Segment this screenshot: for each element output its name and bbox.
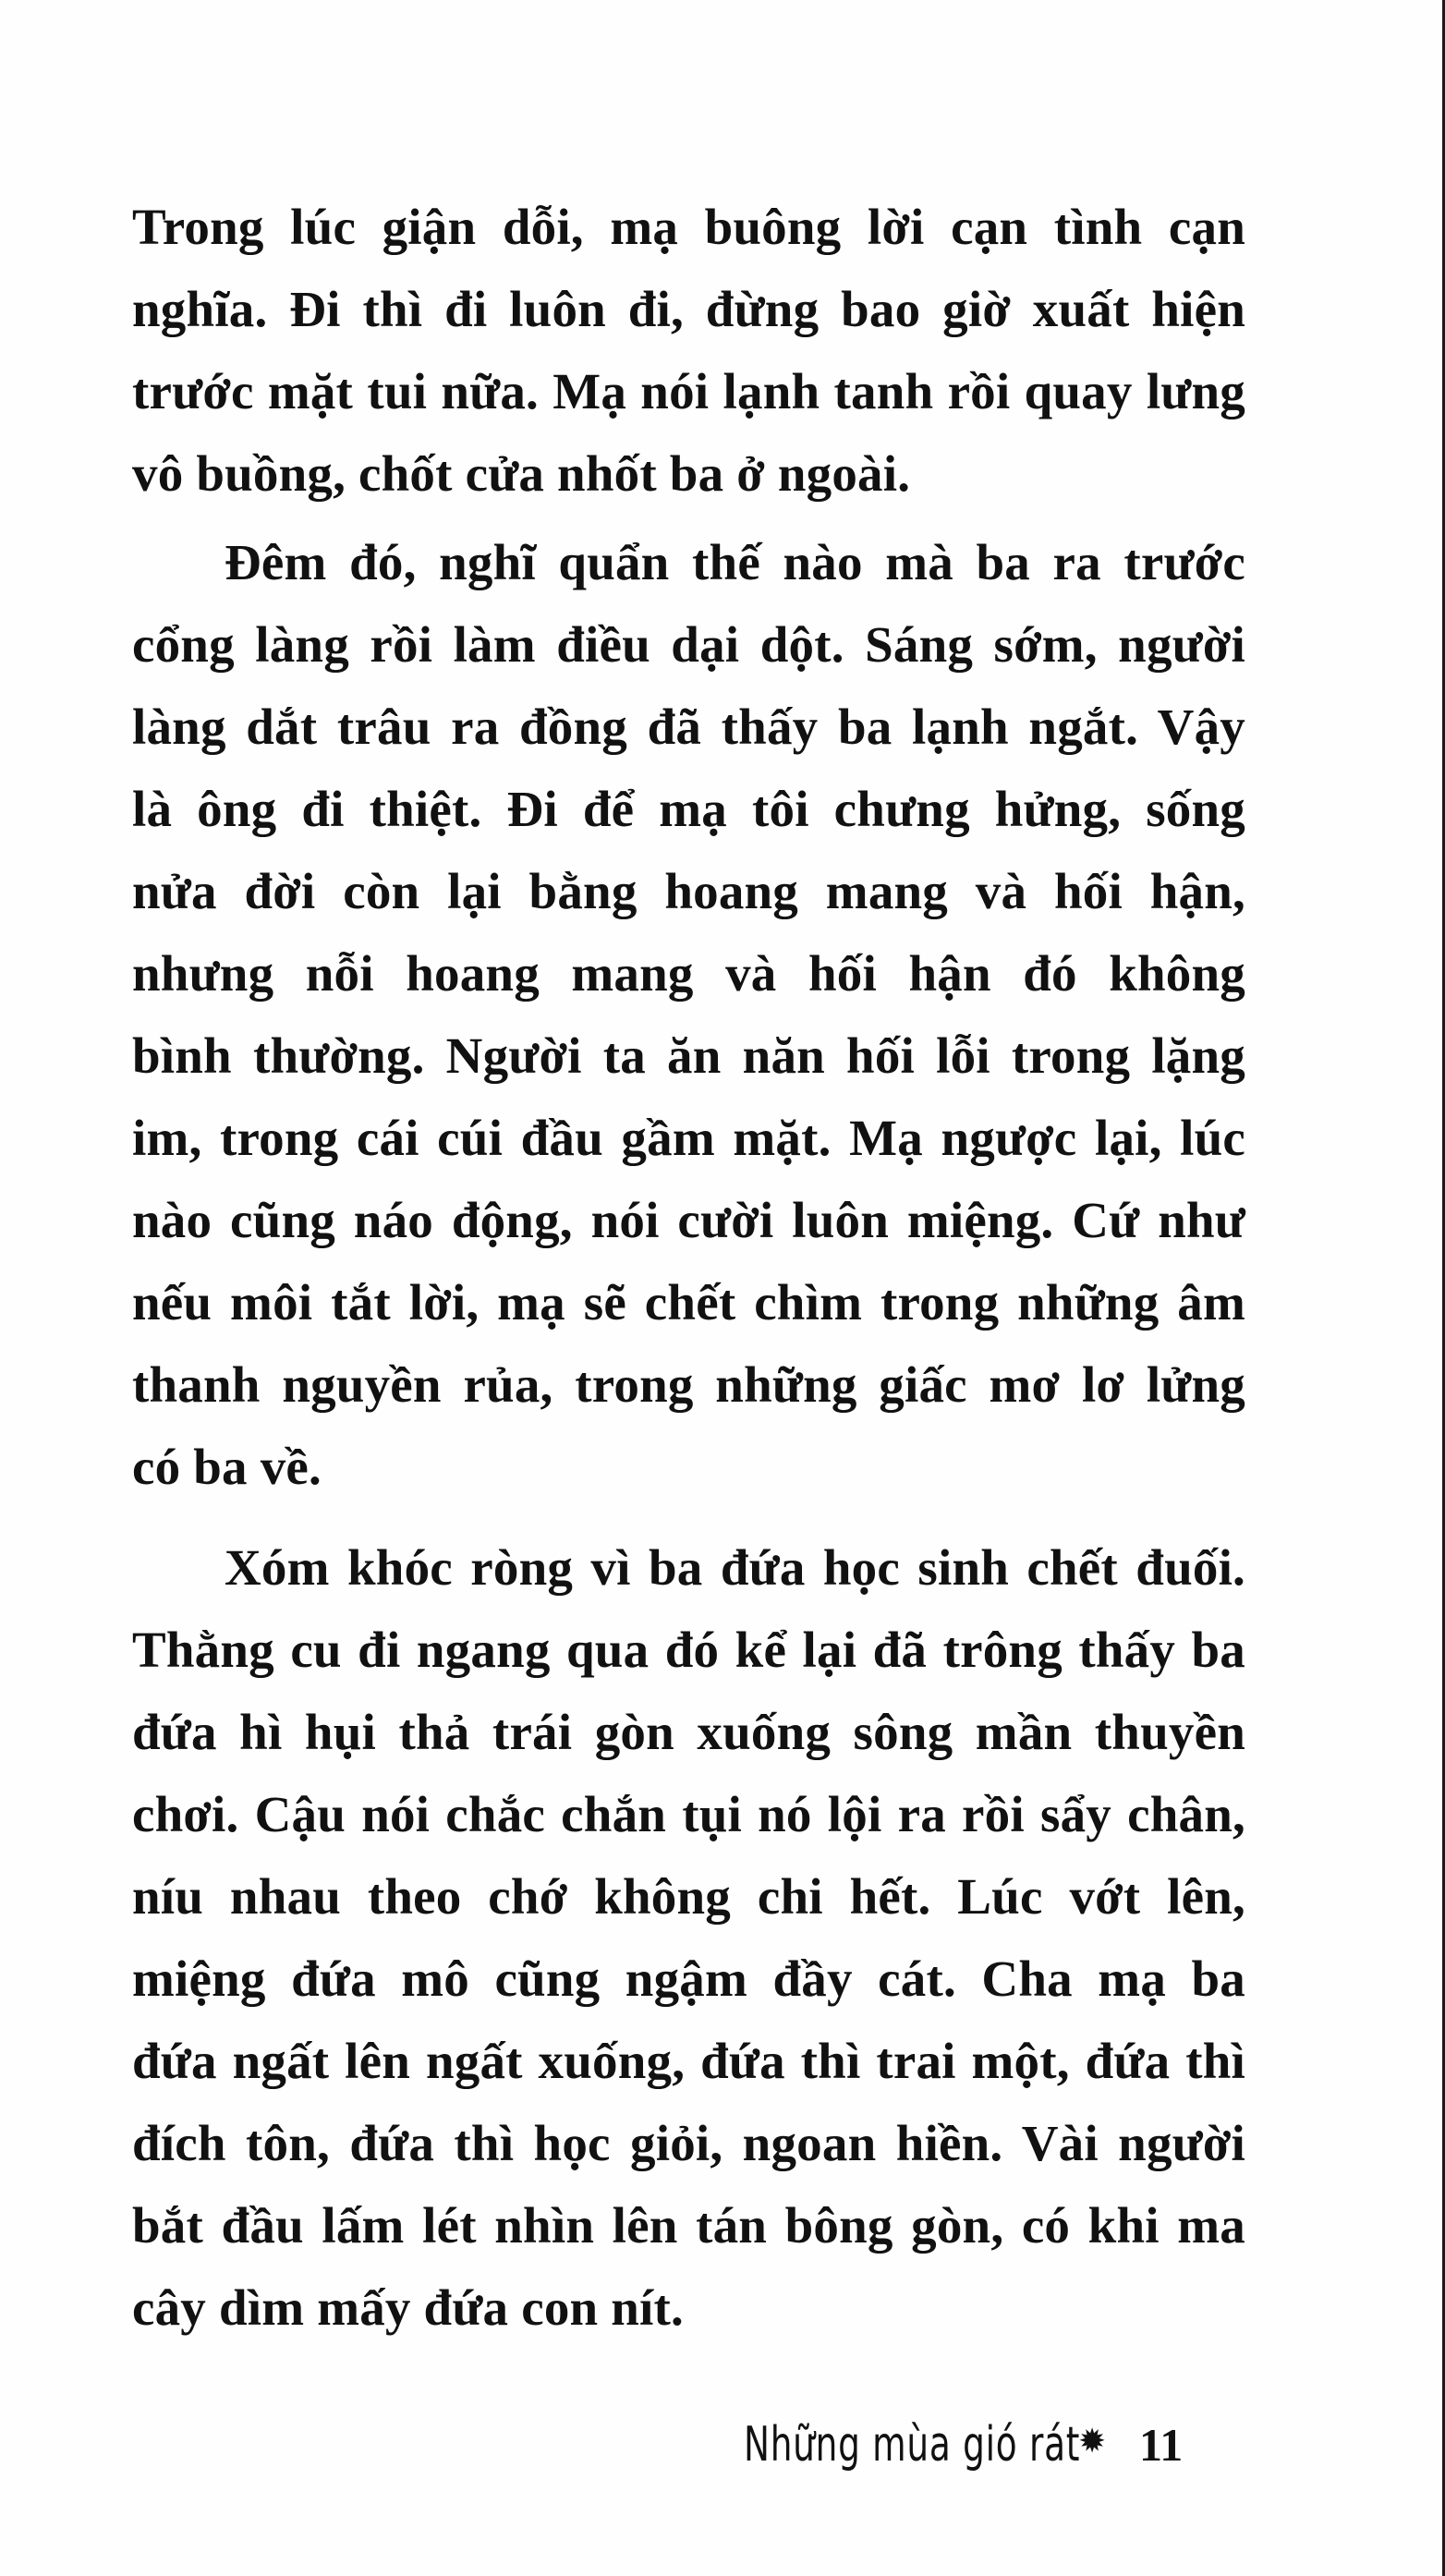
text-line: cổng làng rồi làm điều dại dột. Sáng sớm, người — [132, 616, 1245, 673]
paragraph — [132, 521, 1245, 1508]
running-footer — [744, 2417, 1184, 2482]
text-line: đứa ngất lên ngất xuống, đứa thì trai một, đứa thì — [132, 2033, 1245, 2089]
text-line: miệng đứa mô cũng ngậm đầy cát. Cha mạ ba — [132, 1950, 1245, 2007]
book-title: Những mùa gió rát — [744, 2417, 1081, 2473]
text-line: trước mặt tui nữa. Mạ nói lạnh tanh rồi quay lưng — [132, 363, 1245, 419]
text-line: nhưng nỗi hoang mang và hối hận đó không — [132, 945, 1245, 1002]
page-number: 11 — [1139, 2419, 1184, 2471]
text-line: bình thường. Người ta ăn năn hối lỗi trong lặng — [132, 1027, 1245, 1084]
text-line: níu nhau theo chớ không chi hết. Lúc vớt lên, — [132, 1868, 1245, 1925]
text-line: Đêm đó, nghĩ quẩn thế nào mà ba ra trước — [225, 534, 1245, 590]
text-line: bắt đầu lấm lét nhìn lên tán bông gòn, có khi ma — [132, 2197, 1245, 2254]
paragraph-1 — [132, 186, 1245, 515]
text-line: làng dắt trâu ra đồng đã thấy ba lạnh ngắt. Vậy — [132, 699, 1245, 755]
text-line: Xóm khóc ròng vì ba đứa học sinh chết đuối. — [225, 1539, 1245, 1596]
paragraph — [132, 186, 1245, 515]
text-line: đích tôn, đứa thì học giỏi, ngoan hiền. Vài người — [132, 2115, 1245, 2171]
text-line: là ông đi thiệt. Đi để mạ tôi chưng hửng, sống — [132, 781, 1245, 837]
text-line: có ba về. — [132, 1439, 322, 1495]
text-line: nửa đời còn lại bằng hoang mang và hối hận, — [132, 863, 1245, 919]
text-line: Trong lúc giận dỗi, mạ buông lời cạn tình cạn — [132, 199, 1245, 255]
text-line: chơi. Cậu nói chắc chắn tụi nó lội ra rồi sẩy chân, — [132, 1786, 1245, 1842]
text-line: vô buồng, chốt cửa nhốt ba ở ngoài. — [132, 445, 911, 502]
text-line: thanh nguyền rủa, trong những giấc mơ lơ lửng — [132, 1356, 1245, 1413]
text-line: nếu môi tắt lời, mạ sẽ chết chìm trong những âm — [132, 1274, 1245, 1331]
text-line: im, trong cái cúi đầu gầm mặt. Mạ ngược lại, lúc — [132, 1110, 1245, 1166]
star-ornament-icon: ✹ — [1078, 2423, 1107, 2461]
text-line: Thằng cu đi ngang qua đó kể lại đã trông thấy ba — [132, 1622, 1245, 1678]
text-line: nào cũng náo động, nói cười luôn miệng. Cứ như — [132, 1192, 1245, 1248]
text-line: cây dìm mấy đứa con nít. — [132, 2279, 684, 2336]
text-line: đứa hì hụi thả trái gòn xuống sông mần thuyền — [132, 1704, 1245, 1760]
paragraph — [132, 1526, 1245, 2349]
text-line: nghĩa. Đi thì đi luôn đi, đừng bao giờ xuất hiện — [132, 281, 1245, 337]
paragraph-2 — [132, 521, 1245, 1508]
paragraph-3 — [132, 1526, 1245, 2349]
